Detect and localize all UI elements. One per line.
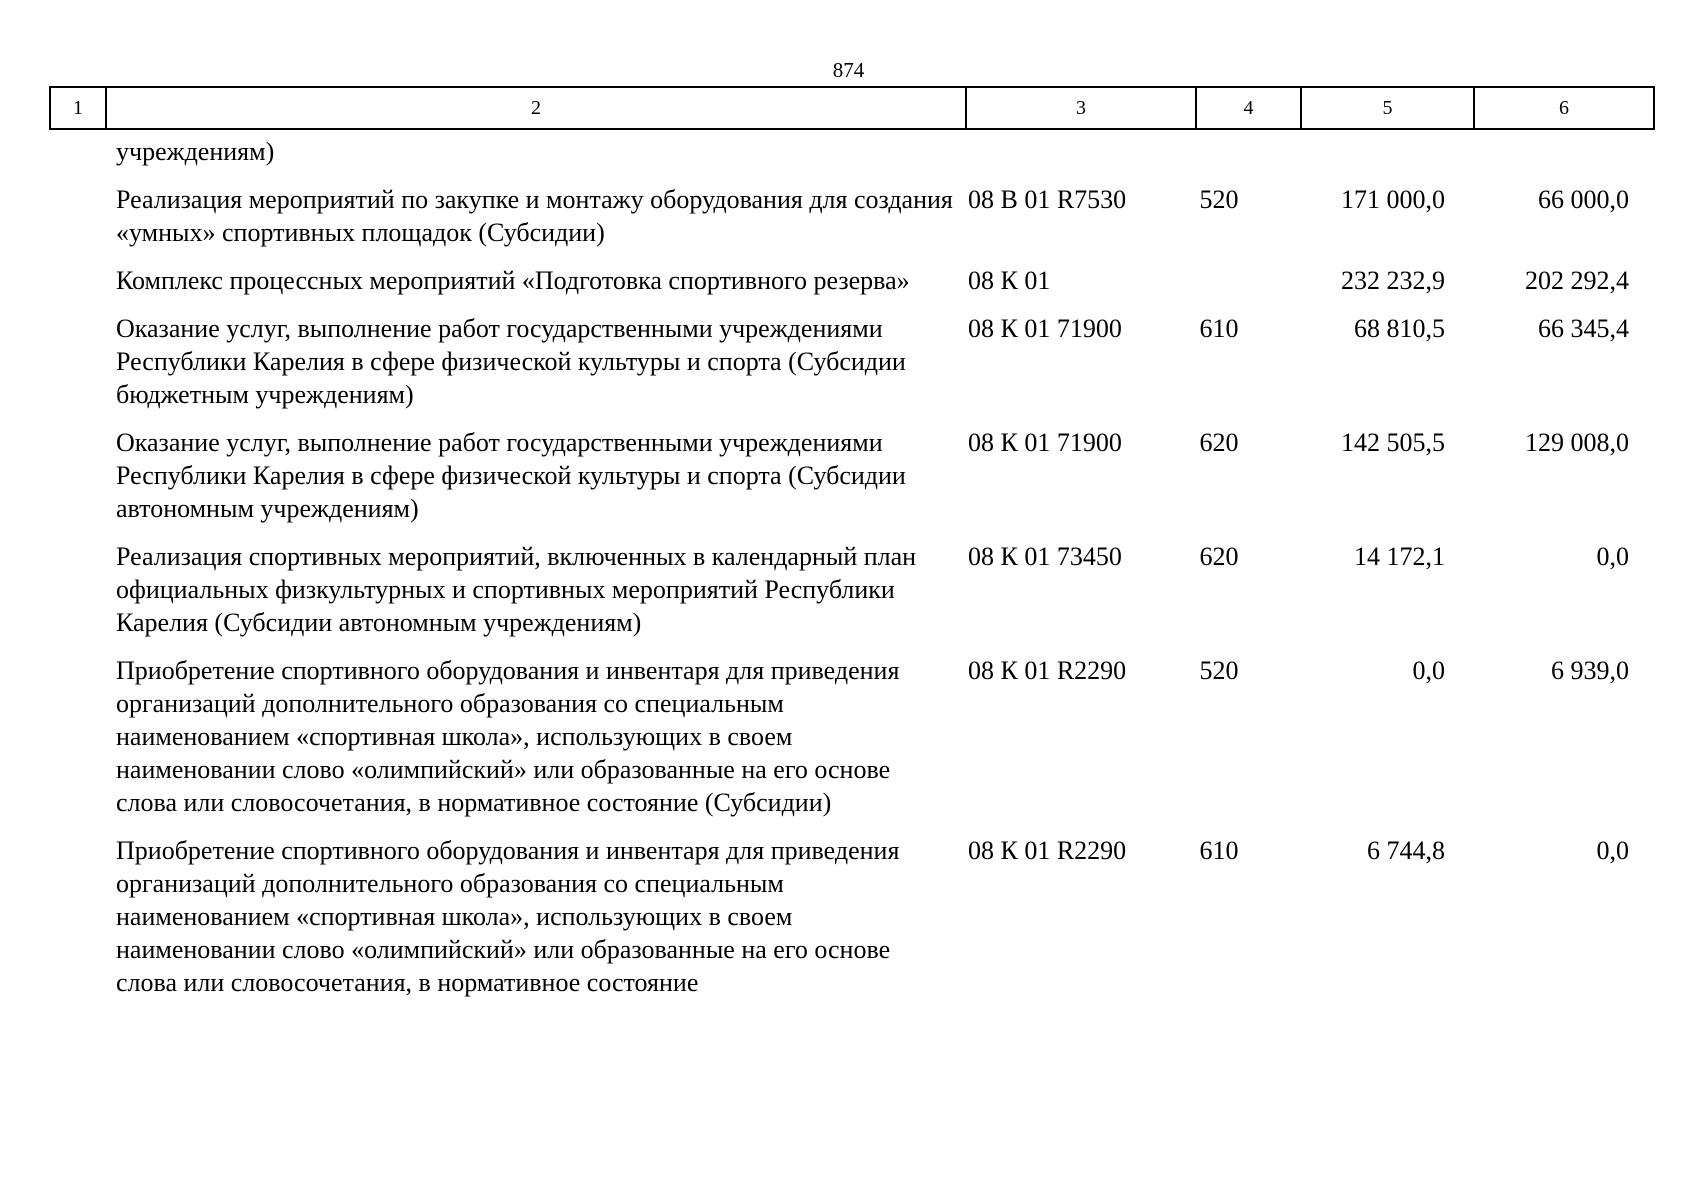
table-row bbox=[0, 426, 1697, 525]
expense-type: 620 bbox=[1199, 428, 1239, 457]
amount-col-5: 68 810,5 bbox=[1354, 314, 1445, 343]
expense-type: 520 bbox=[1199, 185, 1239, 214]
item-name: учреждениям) bbox=[116, 137, 275, 166]
target-code: 08 К 01 R2290 bbox=[968, 656, 1127, 685]
target-code: 08 К 01 71900 bbox=[968, 314, 1122, 343]
amount-col-5: 232 232,9 bbox=[1341, 266, 1445, 295]
header-col-4: 4 bbox=[1196, 87, 1301, 129]
target-code: 08 К 01 73450 bbox=[968, 542, 1122, 571]
amount-col-6: 6 939,0 bbox=[1551, 656, 1629, 685]
item-name: Комплекс процессных мероприятий «Подготовка спортивного резерва» bbox=[116, 266, 910, 295]
target-code: 08 В 01 R7530 bbox=[968, 185, 1127, 214]
amount-col-5: 171 000,0 bbox=[1341, 185, 1445, 214]
expense-type: 610 bbox=[1199, 314, 1239, 343]
header-col-1: 1 bbox=[50, 87, 106, 129]
table-row bbox=[0, 183, 1697, 249]
amount-col-6: 0,0 bbox=[1596, 542, 1629, 571]
header-col-5: 5 bbox=[1301, 87, 1474, 129]
amount-col-5: 14 172,1 bbox=[1354, 542, 1445, 571]
table-row bbox=[0, 654, 1697, 819]
amount-col-6: 202 292,4 bbox=[1525, 266, 1629, 295]
table-row bbox=[0, 540, 1697, 639]
expense-type: 520 bbox=[1199, 656, 1239, 685]
amount-col-5: 0,0 bbox=[1412, 656, 1445, 685]
item-name: Оказание услуг, выполнение работ государственными учреждениями Республики Карелия в сфере физической культуры и спорта (Субсидии бюджетным учреждениям) bbox=[116, 314, 906, 409]
item-name: Приобретение спортивного оборудования и инвентаря для приведения организаций дополнительного образования со специальным наименованием «спортивная школа», использующих в своем наименовании слово «олимпийский» или образованные на его основе слова или словосочетания, в нормативное состояние bbox=[116, 836, 900, 997]
item-name: Реализация спортивных мероприятий, включенных в календарный план официальных физкультурных и спортивных мероприятий Республики Карелия (Субсидии автономным учреждениям) bbox=[116, 542, 917, 637]
column-number-header bbox=[49, 86, 1655, 130]
header-col-6: 6 bbox=[1474, 87, 1654, 129]
item-name: Оказание услуг, выполнение работ государственными учреждениями Республики Карелия в сфере физической культуры и спорта (Субсидии автономным учреждениям) bbox=[116, 428, 906, 523]
amount-col-5: 6 744,8 bbox=[1367, 836, 1445, 865]
page-number: 874 bbox=[832, 58, 865, 82]
item-name: Приобретение спортивного оборудования и инвентаря для приведения организаций дополнительного образования со специальным наименованием «спортивная школа», использующих в своем наименовании слово «олимпийский» или образованные на его основе слова или словосочетания, в нормативное состояние (Субсидии) bbox=[116, 656, 900, 817]
table-row bbox=[0, 312, 1697, 411]
amount-col-6: 0,0 bbox=[1596, 836, 1629, 865]
amount-col-5: 142 505,5 bbox=[1341, 428, 1445, 457]
table-row bbox=[0, 834, 1697, 999]
amount-col-6: 66 345,4 bbox=[1538, 314, 1629, 343]
table-row bbox=[0, 135, 1697, 168]
item-name: Реализация мероприятий по закупке и монтажу оборудования для создания «умных» спортивных площадок (Субсидии) bbox=[116, 185, 953, 247]
target-code: 08 К 01 bbox=[968, 266, 1051, 295]
expense-type: 620 bbox=[1199, 542, 1239, 571]
table-row bbox=[0, 264, 1697, 297]
budget-rows bbox=[0, 135, 1697, 1014]
header-col-2: 2 bbox=[106, 87, 966, 129]
target-code: 08 К 01 71900 bbox=[968, 428, 1122, 457]
target-code: 08 К 01 R2290 bbox=[968, 836, 1127, 865]
header-col-3: 3 bbox=[966, 87, 1196, 129]
amount-col-6: 66 000,0 bbox=[1538, 185, 1629, 214]
expense-type: 610 bbox=[1199, 836, 1239, 865]
amount-col-6: 129 008,0 bbox=[1525, 428, 1629, 457]
